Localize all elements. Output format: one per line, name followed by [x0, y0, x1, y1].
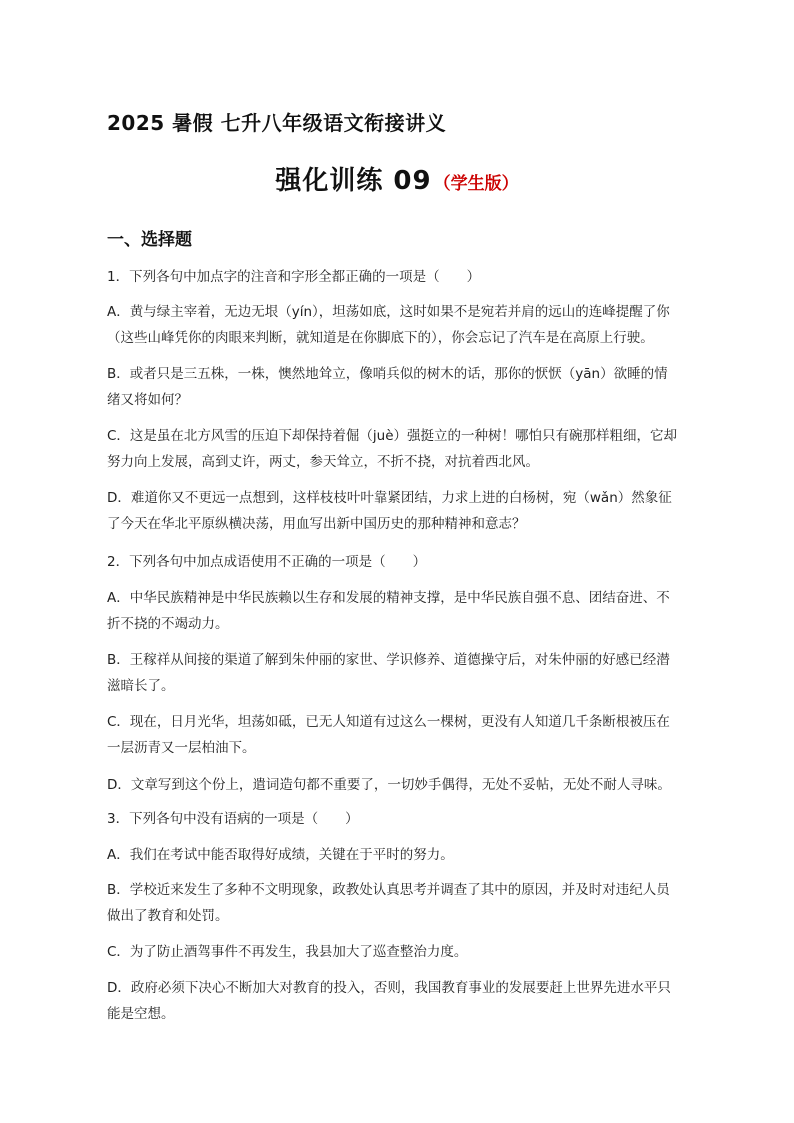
question-3-option-a	[107, 842, 692, 868]
option-line: A．中华民族精神是中华民族赖以生存和发展的精神支撑，是中华民族自强不息、团结奋进、不	[107, 590, 670, 606]
section-heading: 一、选择题	[107, 230, 192, 250]
option-line: B．学校近来发生了多种不文明现象，政教处认真思考并调查了其中的原因，并及时对违纪人员	[107, 882, 670, 898]
option-line: B．或者只是三五株，一株，懊然地耸立，像哨兵似的树木的话，那你的恹恹（yān）欲睡的情	[107, 366, 668, 382]
question-2-option-c	[107, 709, 692, 761]
question-1-option-c	[107, 423, 692, 475]
option-line: C．这是虽在北方风雪的压迫下却保持着倔（juè）强挺立的一种树！哪怕只有碗那样粗细，它却	[107, 428, 678, 444]
main-title-text: 强化训练 09	[275, 166, 432, 196]
question-2-stem: 2．下列各句中加点成语使用不正确的一项是（ ）	[107, 554, 427, 570]
option-line: A．黄与绿主宰着，无边无垠（yín），坦荡如底，这时如果不是宛若并肩的远山的连峰提醒了你	[107, 304, 670, 320]
question-1-option-a	[107, 299, 692, 351]
option-line: D．难道你又不更远一点想到，这样枝枝叶叶靠紧团结，力求上进的白杨树，宛（wǎn）然象征	[107, 490, 672, 506]
option-line: 做出了教育和处罚。	[107, 908, 229, 924]
option-line: 一层沥青又一层柏油下。	[107, 740, 256, 756]
option-line: D．文章写到这个份上，遣词造句都不重要了，一切妙手偶得，无处不妥帖，无处不耐人寻味。	[107, 777, 671, 793]
question-1-option-d	[107, 485, 692, 537]
option-line: D．政府必须下决心不断加大对教育的投入，否则，我国教育事业的发展要赶上世界先进水平只	[107, 980, 671, 996]
option-line: 努力向上发展，高到丈许，两丈，参天耸立，不折不挠，对抗着西北风。	[107, 454, 539, 470]
question-3-option-b	[107, 877, 692, 929]
option-line: C．现在，日月光华，坦荡如砥，已无人知道有过这么一棵树，更没有人知道几千条断根被压在	[107, 714, 670, 730]
option-line: 折不挠的不竭动力。	[107, 616, 229, 632]
question-2-option-d	[107, 772, 692, 798]
document-header-title: 2025 暑假 七升八年级语文衔接讲义	[107, 111, 447, 135]
main-title	[0, 160, 794, 197]
option-line: 绪又将如何？	[107, 392, 188, 408]
option-line: A．我们在考试中能否取得好成绩，关键在于平时的努力。	[107, 847, 454, 863]
question-2-option-a	[107, 585, 692, 637]
option-line: 了今天在华北平原纵横决荡，用血写出新中国历史的那种精神和意志？	[107, 516, 526, 532]
question-2-option-b	[107, 647, 692, 699]
option-line: （这些山峰凭你的肉眼来判断，就知道是在你脚底下的），你会忘记了汽车是在高原上行驶。	[107, 330, 654, 346]
question-3-option-d	[107, 975, 692, 1027]
question-3-option-c	[107, 939, 692, 965]
question-1-stem: 1．下列各句中加点字的注音和字形全都正确的一项是（ ）	[107, 269, 481, 285]
question-1-option-b	[107, 361, 692, 413]
option-line: C．为了防止酒驾事件不再发生，我县加大了巡查整治力度。	[107, 944, 468, 960]
option-line: B．王稼祥从间接的渠道了解到朱仲丽的家世、学识修养、道德操守后，对朱仲丽的好感已经潜	[107, 652, 670, 668]
option-line: 能是空想。	[107, 1006, 175, 1022]
question-3-stem: 3．下列各句中没有语病的一项是（ ）	[107, 811, 359, 827]
edition-label: （学生版）	[433, 174, 519, 194]
option-line: 滋暗长了。	[107, 678, 175, 694]
